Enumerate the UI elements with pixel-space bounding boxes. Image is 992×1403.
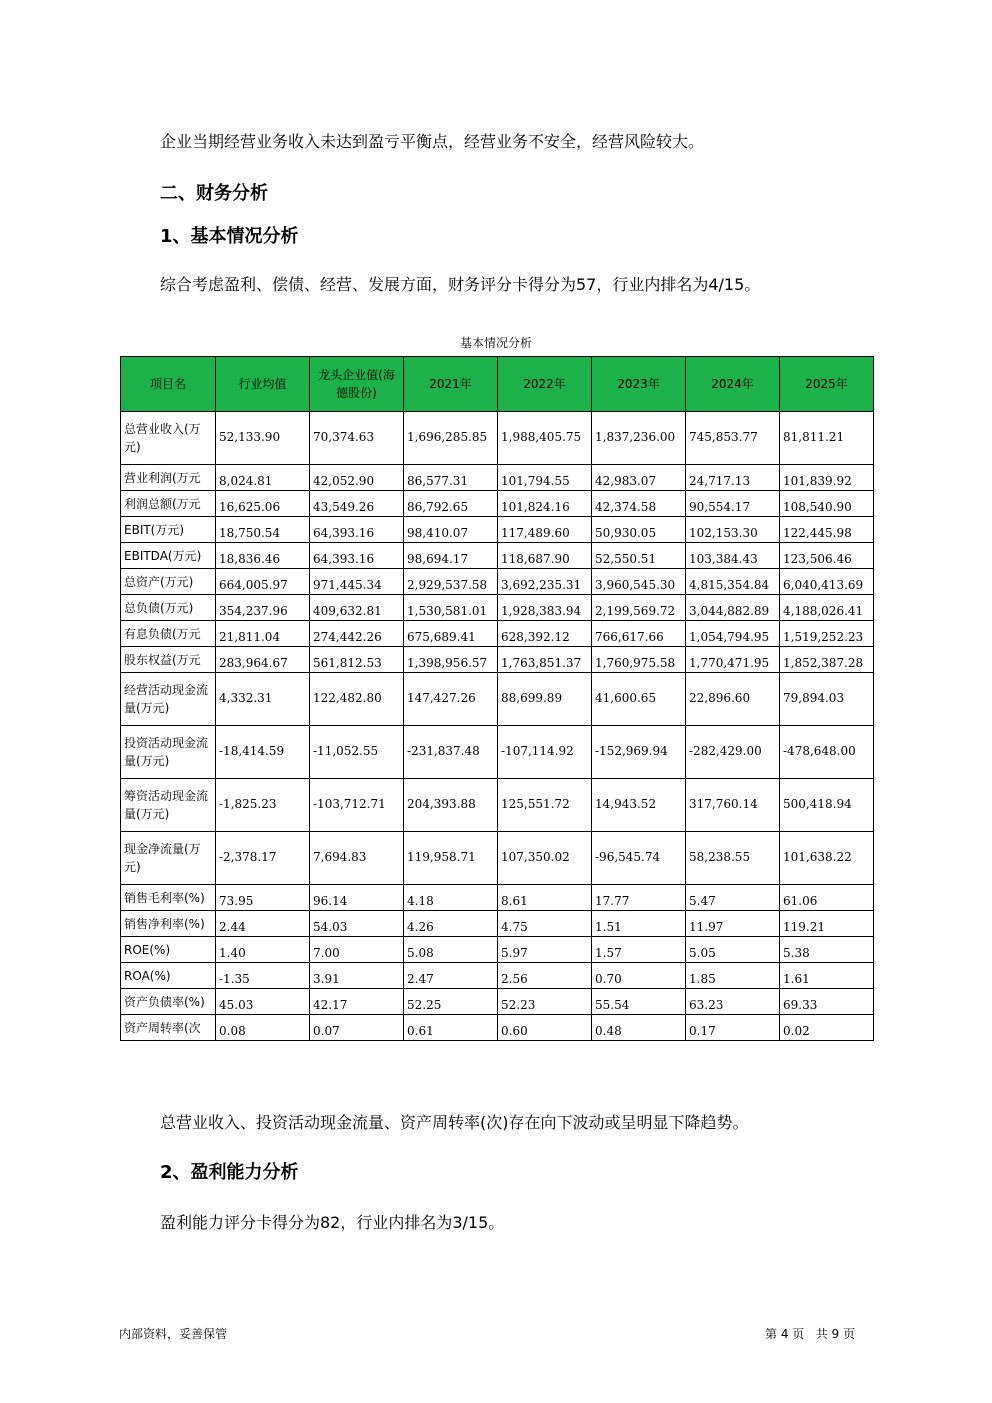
table-cell: 0.02	[780, 1015, 874, 1041]
table-cell: 1.57	[592, 937, 686, 963]
table-cell: 971,445.34	[310, 569, 404, 595]
table-cell: 4.75	[498, 911, 592, 937]
table-cell: -18,414.59	[216, 726, 310, 779]
table-cell: 5.38	[780, 937, 874, 963]
table-cell: 103,384.43	[686, 543, 780, 569]
row-label: 营业利润(万元	[121, 465, 216, 491]
table-row	[121, 491, 874, 517]
row-label: 总营业收入(万元)	[121, 412, 216, 465]
table-cell: 54.03	[310, 911, 404, 937]
table-header-cell: 龙头企业值(海德股份)	[310, 357, 404, 412]
scorecard-paragraph: 综合考虑盈利、偿债、经营、发展方面，财务评分卡得分为57，行业内排名为4/15。	[160, 275, 761, 294]
table-cell: -1,825.23	[216, 779, 310, 832]
table-cell: 64,393.16	[310, 517, 404, 543]
table-cell: 283,964.67	[216, 647, 310, 673]
table-row	[121, 543, 874, 569]
row-label: ROE(%)	[121, 937, 216, 963]
table-cell: 0.60	[498, 1015, 592, 1041]
table-cell: 58,238.55	[686, 832, 780, 885]
table-cell: 1.51	[592, 911, 686, 937]
row-label: 总资产(万元)	[121, 569, 216, 595]
table-row	[121, 779, 874, 832]
table-cell: 1,398,956.57	[404, 647, 498, 673]
table-cell: 96.14	[310, 885, 404, 911]
table-header-cell: 2021年	[404, 357, 498, 412]
table-header-cell: 项目名	[121, 357, 216, 412]
table-cell: 122,482.80	[310, 673, 404, 726]
table-cell: 2,929,537.58	[404, 569, 498, 595]
table-header-cell: 2023年	[592, 357, 686, 412]
table-cell: 63.23	[686, 989, 780, 1015]
table-cell: 2.44	[216, 911, 310, 937]
table-cell: 45.03	[216, 989, 310, 1015]
table-cell: 70,374.63	[310, 412, 404, 465]
table-cell: 409,632.81	[310, 595, 404, 621]
table-cell: 1,928,383.94	[498, 595, 592, 621]
table-cell: 64,393.16	[310, 543, 404, 569]
intro-paragraph: 企业当期经营业务收入未达到盈亏平衡点，经营业务不安全，经营风险较大。	[160, 132, 705, 151]
table-cell: 1,770,471.95	[686, 647, 780, 673]
table-cell: 354,237.96	[216, 595, 310, 621]
table-cell: 4.18	[404, 885, 498, 911]
table-row	[121, 963, 874, 989]
table-cell: 101,824.16	[498, 491, 592, 517]
table-cell: 102,153.30	[686, 517, 780, 543]
table-cell: 81,811.21	[780, 412, 874, 465]
table-header-cell: 2022年	[498, 357, 592, 412]
table-cell: 664,005.97	[216, 569, 310, 595]
table-cell: 7.00	[310, 937, 404, 963]
table-cell: 42,983.07	[592, 465, 686, 491]
table-row	[121, 412, 874, 465]
row-label: ROA(%)	[121, 963, 216, 989]
table-cell: 0.70	[592, 963, 686, 989]
table-cell: 107,350.02	[498, 832, 592, 885]
table-cell: -107,114.92	[498, 726, 592, 779]
table-cell: 55.54	[592, 989, 686, 1015]
table-cell: 4.26	[404, 911, 498, 937]
table-cell: 6,040,413.69	[780, 569, 874, 595]
table-cell: 5.05	[686, 937, 780, 963]
table-cell: 18,836.46	[216, 543, 310, 569]
subsection-heading-profitability: 2、盈利能力分析	[160, 1162, 299, 1183]
table-cell: 52.23	[498, 989, 592, 1015]
table-cell: 8.61	[498, 885, 592, 911]
row-label: 资产负债率(%)	[121, 989, 216, 1015]
table-cell: 0.08	[216, 1015, 310, 1041]
financial-table	[120, 356, 874, 1041]
table-cell: 1,988,405.75	[498, 412, 592, 465]
footer-confidential: 内部资料，妥善保管	[119, 1327, 228, 1341]
table-cell: 4,815,354.84	[686, 569, 780, 595]
profitability-paragraph: 盈利能力评分卡得分为82，行业内排名为3/15。	[160, 1213, 505, 1232]
table-cell: 42.17	[310, 989, 404, 1015]
table-row	[121, 1015, 874, 1041]
table-cell: 0.07	[310, 1015, 404, 1041]
table-cell: 52,133.90	[216, 412, 310, 465]
table-cell: 675,689.41	[404, 621, 498, 647]
section-heading-financial-analysis: 二、财务分析	[160, 183, 268, 204]
table-cell: 745,853.77	[686, 412, 780, 465]
table-cell: 1,837,236.00	[592, 412, 686, 465]
table-row	[121, 673, 874, 726]
table-row	[121, 621, 874, 647]
row-label: 资产周转率(次	[121, 1015, 216, 1041]
table-cell: 52,550.51	[592, 543, 686, 569]
table-cell: 1.40	[216, 937, 310, 963]
table-cell: 2.56	[498, 963, 592, 989]
table-cell: 122,445.98	[780, 517, 874, 543]
table-cell: 5.47	[686, 885, 780, 911]
table-cell: 0.61	[404, 1015, 498, 1041]
table-cell: 1.85	[686, 963, 780, 989]
table-cell: 628,392.12	[498, 621, 592, 647]
table-header-cell: 行业均值	[216, 357, 310, 412]
table-row	[121, 989, 874, 1015]
table-row	[121, 885, 874, 911]
table-cell: 101,638.22	[780, 832, 874, 885]
table-cell: 1,530,581.01	[404, 595, 498, 621]
table-cell: 86,792.65	[404, 491, 498, 517]
table-cell: -231,837.48	[404, 726, 498, 779]
table-cell: 101,794.55	[498, 465, 592, 491]
table-row	[121, 911, 874, 937]
row-label: 销售净利率(%)	[121, 911, 216, 937]
table-cell: 7,694.83	[310, 832, 404, 885]
row-label: 销售毛利率(%)	[121, 885, 216, 911]
table-cell: 1,519,252.23	[780, 621, 874, 647]
table-header-cell: 2025年	[780, 357, 874, 412]
table-cell: 561,812.53	[310, 647, 404, 673]
table-cell: 43,549.26	[310, 491, 404, 517]
table-cell: 90,554.17	[686, 491, 780, 517]
table-cell: 1,696,285.85	[404, 412, 498, 465]
table-cell: -96,545.74	[592, 832, 686, 885]
table-header-cell: 2024年	[686, 357, 780, 412]
table-cell: 11.97	[686, 911, 780, 937]
table-cell: -1.35	[216, 963, 310, 989]
table-cell: 1,763,851.37	[498, 647, 592, 673]
row-label: EBITDA(万元)	[121, 543, 216, 569]
table-cell: 118,687.90	[498, 543, 592, 569]
table-cell: 0.48	[592, 1015, 686, 1041]
table-cell: 1,054,794.95	[686, 621, 780, 647]
table-cell: 317,760.14	[686, 779, 780, 832]
table-cell: 119,958.71	[404, 832, 498, 885]
table-cell: 79,894.03	[780, 673, 874, 726]
table-row	[121, 937, 874, 963]
table-cell: 73.95	[216, 885, 310, 911]
table-cell: 3,692,235.31	[498, 569, 592, 595]
table-cell: 101,839.92	[780, 465, 874, 491]
table-cell: 119.21	[780, 911, 874, 937]
table-cell: -2,378.17	[216, 832, 310, 885]
table-cell: 98,410.07	[404, 517, 498, 543]
table-cell: 52.25	[404, 989, 498, 1015]
trend-paragraph: 总营业收入、投资活动现金流量、资产周转率(次)存在向下波动或呈明显下降趋势。	[160, 1113, 749, 1132]
table-row	[121, 726, 874, 779]
table-cell: 5.97	[498, 937, 592, 963]
table-cell: -103,712.71	[310, 779, 404, 832]
table-cell: 22,896.60	[686, 673, 780, 726]
table-cell: 98,694.17	[404, 543, 498, 569]
table-cell: 2.47	[404, 963, 498, 989]
table-cell: 1,852,387.28	[780, 647, 874, 673]
table-cell: 21,811.04	[216, 621, 310, 647]
table-row	[121, 465, 874, 491]
table-cell: 69.33	[780, 989, 874, 1015]
table-cell: 4,332.31	[216, 673, 310, 726]
table-cell: 24,717.13	[686, 465, 780, 491]
table-cell: 0.17	[686, 1015, 780, 1041]
table-cell: 123,506.46	[780, 543, 874, 569]
table-cell: 41,600.65	[592, 673, 686, 726]
table-cell: 3,960,545.30	[592, 569, 686, 595]
table-row	[121, 517, 874, 543]
table-cell: -152,969.94	[592, 726, 686, 779]
table-cell: 5.08	[404, 937, 498, 963]
table-cell: 16,625.06	[216, 491, 310, 517]
table-cell: 17.77	[592, 885, 686, 911]
row-label: 经营活动现金流量(万元)	[121, 673, 216, 726]
table-cell: 204,393.88	[404, 779, 498, 832]
table-cell: 88,699.89	[498, 673, 592, 726]
table-cell: 42,374.58	[592, 491, 686, 517]
table-cell: -11,052.55	[310, 726, 404, 779]
table-row	[121, 832, 874, 885]
table-row	[121, 647, 874, 673]
subsection-heading-basic-analysis: 1、基本情况分析	[160, 226, 299, 247]
table-row	[121, 569, 874, 595]
table-cell: 3,044,882.89	[686, 595, 780, 621]
table-cell: 500,418.94	[780, 779, 874, 832]
table-cell: 2,199,569.72	[592, 595, 686, 621]
table-cell: 1,760,975.58	[592, 647, 686, 673]
table-cell: -478,648.00	[780, 726, 874, 779]
footer-page-number: 第 4 页 共 9 页	[765, 1327, 855, 1341]
table-cell: 61.06	[780, 885, 874, 911]
table-cell: 125,551.72	[498, 779, 592, 832]
row-label: 利润总额(万元	[121, 491, 216, 517]
table-cell: 50,930.05	[592, 517, 686, 543]
table-cell: 86,577.31	[404, 465, 498, 491]
table-cell: 4,188,026.41	[780, 595, 874, 621]
table-cell: 14,943.52	[592, 779, 686, 832]
table-header-row	[121, 357, 874, 412]
table-cell: 274,442.26	[310, 621, 404, 647]
table-cell: 766,617.66	[592, 621, 686, 647]
table-cell: 18,750.54	[216, 517, 310, 543]
row-label: EBIT(万元)	[121, 517, 216, 543]
row-label: 总负债(万元)	[121, 595, 216, 621]
table-cell: 117,489.60	[498, 517, 592, 543]
table-cell: 8,024.81	[216, 465, 310, 491]
table-cell: 3.91	[310, 963, 404, 989]
row-label: 股东权益(万元	[121, 647, 216, 673]
row-label: 筹资活动现金流量(万元)	[121, 779, 216, 832]
row-label: 投资活动现金流量(万元)	[121, 726, 216, 779]
table-cell: 147,427.26	[404, 673, 498, 726]
table-cell: -282,429.00	[686, 726, 780, 779]
table-caption: 基本情况分析	[459, 336, 532, 350]
table-cell: 42,052.90	[310, 465, 404, 491]
table-cell: 1.61	[780, 963, 874, 989]
table-row	[121, 595, 874, 621]
table-body	[121, 412, 874, 1041]
table-cell: 108,540.90	[780, 491, 874, 517]
row-label: 现金净流量(万元)	[121, 832, 216, 885]
row-label: 有息负债(万元	[121, 621, 216, 647]
